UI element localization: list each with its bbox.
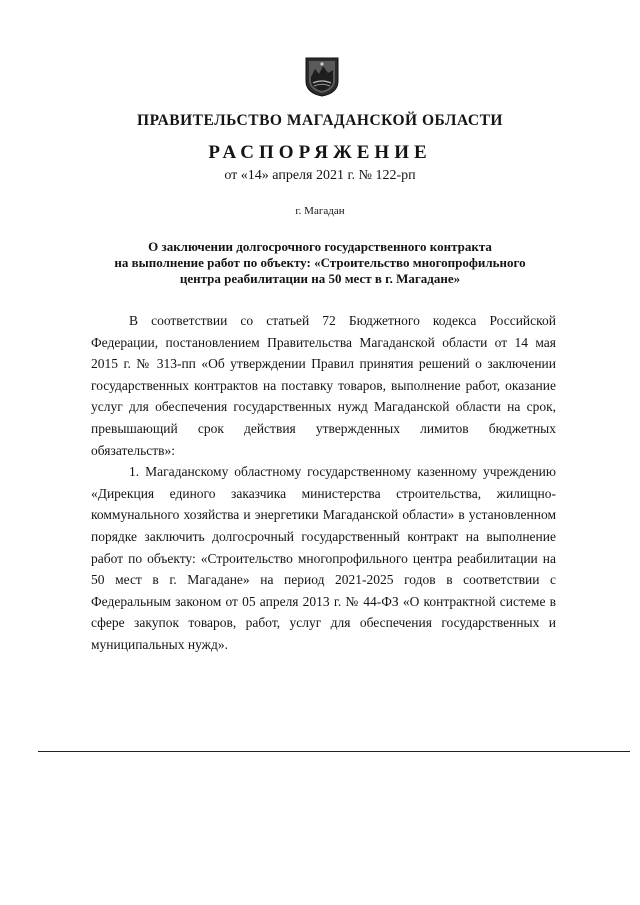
page-divider [38,751,630,752]
document-body [91,310,556,656]
coat-of-arms-icon [305,57,339,97]
government-title: ПРАВИТЕЛЬСТВО МАГАДАНСКОЙ ОБЛАСТИ [137,112,503,129]
preamble-paragraph: В соответствии со статьей 72 Бюджетного кодекса Российской Федерации, постановлением Правительства Магаданской области от 14 мая 2015 г. № 313-пп «Об утверждении Правил принятия решений о заключении государственных контрактов на поставку товаров, выполнение работ, оказание услуг для обеспечения государственных нужд Магаданской области на срок, превышающий срок действия утвержденных лимитов бюджетных обязательств»: [91,313,556,458]
subject-line: центра реабилитации на 50 мест в г. Магадане» [179,271,461,286]
document-date-number: от «14» апреля 2021 г. № 122-рп [224,168,416,183]
city-name: г. Магадан [295,205,345,217]
clause-paragraph-1: 1. Магаданскому областному государственному казенному учреждению «Дирекция единого заказчика министерства строительства, жилищно-коммунального хозяйства и энергетики Магаданской области» в установленном порядке заключить долгосрочный государственный контракт на выполнение работ по объекту: «Строительство многопрофильного центра реабилитации на 50 мест в г. Магадане» на период 2021-2025 годов в соответствии с Федеральным законом от 05 апреля 2013 г. № 44-ФЗ «О контрактной системе в сфере закупок товаров, работ, услуг для обеспечения государственных и муниципальных нужд». [91,464,556,652]
subject-line: О заключении долгосрочного государственного контракта [148,239,492,254]
subject-line: на выполнение работ по объекту: «Строительство многопрофильного [114,255,526,270]
document-type-title: РАСПОРЯЖЕНИЕ [208,142,432,163]
document-subject [70,239,570,287]
